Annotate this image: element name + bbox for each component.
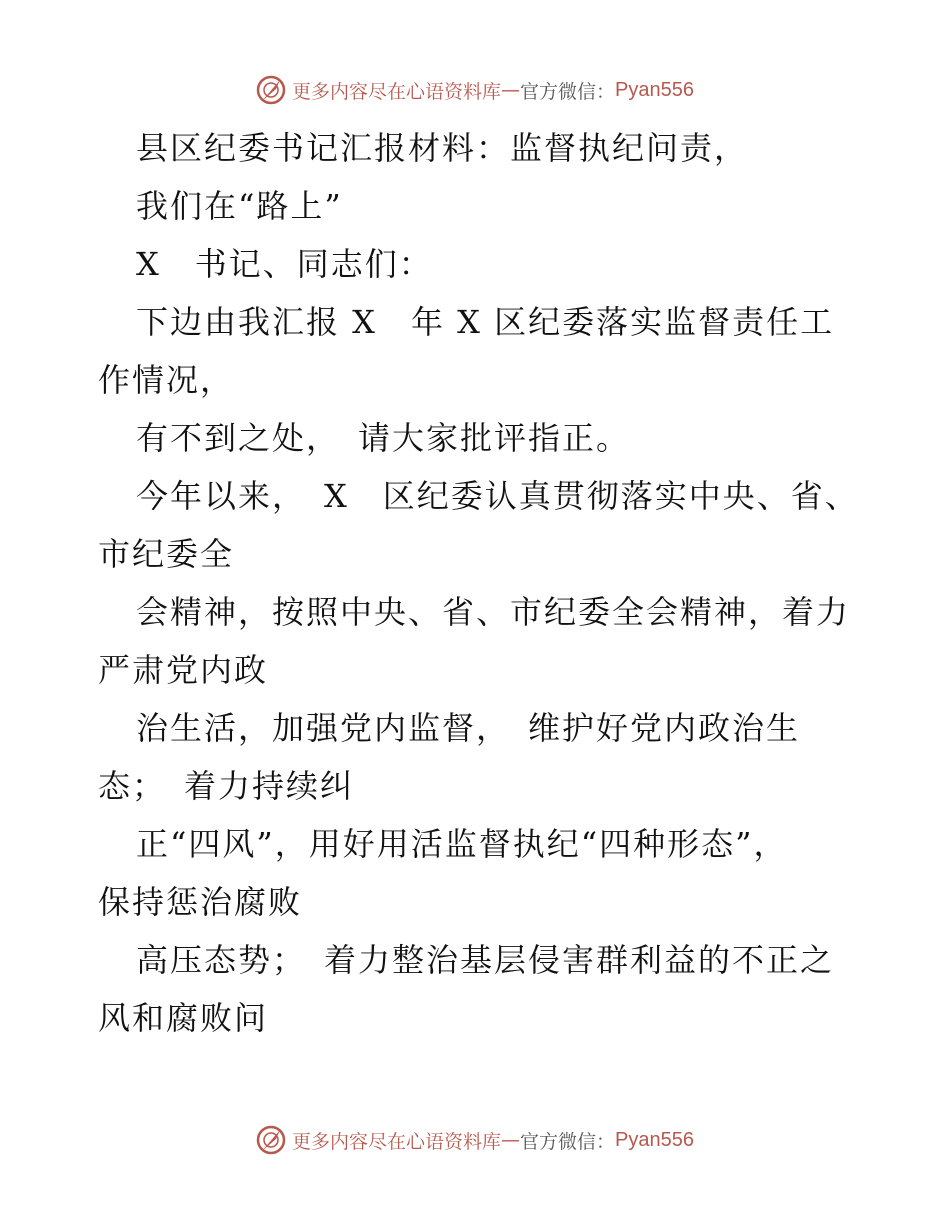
doc-line: 保持惩治腐败 bbox=[98, 883, 303, 921]
doc-line: 风和腐败问 bbox=[98, 999, 269, 1037]
doc-line: 会精神，按照中央、省、市纪委全会精神，着力 bbox=[136, 593, 851, 631]
header-wechat-label: 官方微信： bbox=[520, 80, 616, 103]
doc-line: X 书记、同志们： bbox=[136, 245, 433, 283]
doc-line: 高压态势； 着力整治基层侵害群利益的不正之 bbox=[136, 941, 835, 979]
quill-logo-icon bbox=[256, 75, 286, 105]
doc-line: 我们在“路上” bbox=[136, 187, 343, 225]
quill-logo-icon bbox=[256, 1125, 286, 1155]
header-dash: — bbox=[501, 79, 521, 101]
doc-line: 今年以来， X 区纪委认真贯彻落实中央、省、 bbox=[136, 477, 859, 515]
footer-wechat-id: Pyan556 bbox=[615, 1128, 694, 1151]
doc-line: 正“四风”，用好用活监督执纪“四种形态”， bbox=[136, 825, 788, 863]
footer-dash: — bbox=[501, 1129, 521, 1151]
doc-line: 严肃党内政 bbox=[98, 651, 269, 689]
doc-line: 态； 着力持续纠 bbox=[98, 767, 355, 805]
header-wechat-id: Pyan556 bbox=[615, 78, 694, 101]
doc-line: 有不到之处， 请大家批评指正。 bbox=[136, 419, 631, 457]
footer-site-name: 更多内容尽在心语资料库 bbox=[292, 1130, 502, 1153]
header-watermark bbox=[0, 70, 950, 110]
header-site-name: 更多内容尽在心语资料库 bbox=[292, 80, 502, 103]
footer-watermark bbox=[0, 1120, 950, 1160]
doc-line: 县区纪委书记汇报材料：监督执纪问责， bbox=[136, 129, 749, 167]
footer-wechat-label: 官方微信： bbox=[520, 1130, 616, 1153]
doc-line: 作情况， bbox=[98, 361, 235, 399]
doc-line: 下边由我汇报 X 年 X 区纪委落实监督责任工 bbox=[136, 303, 835, 341]
doc-line: 治生活，加强党内监督， 维护好党内政治生 bbox=[136, 709, 801, 747]
doc-line: 市纪委全 bbox=[98, 535, 235, 573]
